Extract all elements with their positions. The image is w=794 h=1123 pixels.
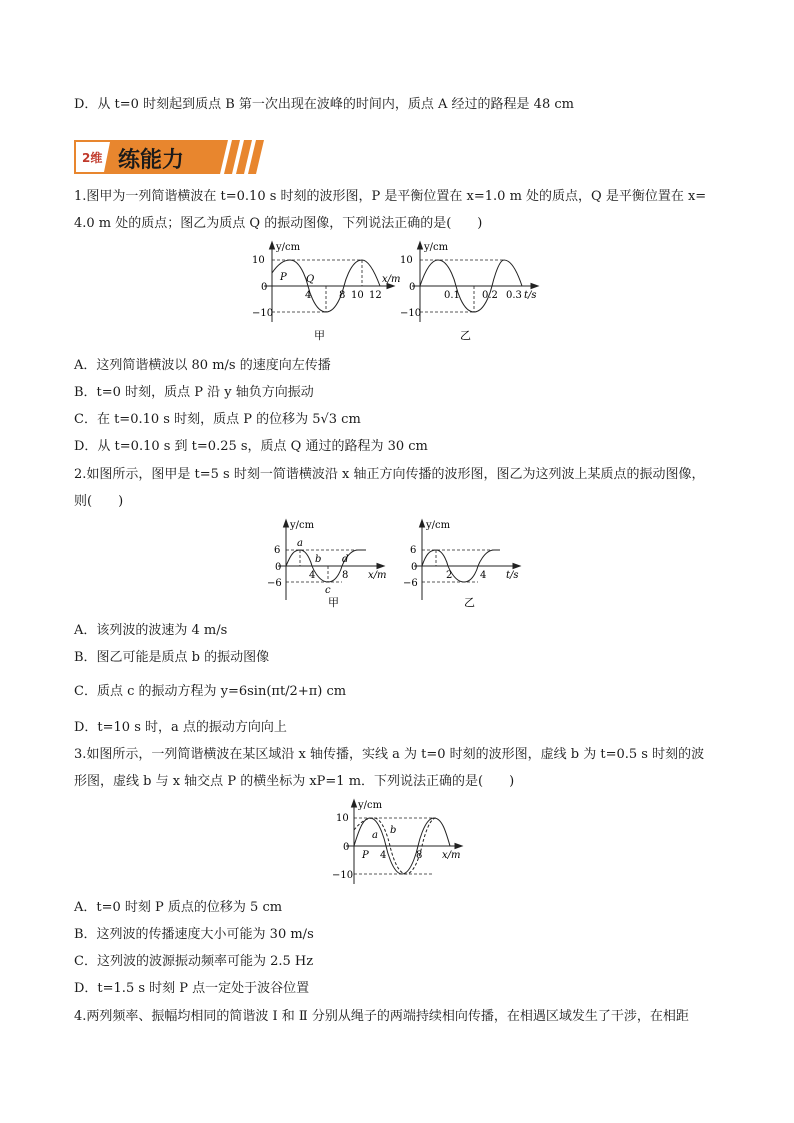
q2a-point-a: a [297,538,303,549]
q1b-tick-03: 0.3 [506,290,522,301]
q2b-caption: 乙 [464,596,475,609]
q1b-tick-01: 0.1 [444,290,460,301]
q1a-point-p: P [280,272,287,283]
q3-option-c: C．这列波的波源振动频率可能为 2.5 Hz [74,954,314,969]
q3-ylabel: y/cm [358,800,383,811]
q3-stem-line1: 3.如图所示，一列简谐横波在某区域沿 x 轴传播，实线 a 为 t=0 时刻的波形图，虚线 b 为 t=0.5 s 时刻的波 [74,747,705,762]
q3-tick-4: 4 [380,850,387,861]
q1b-tick-0: 0 [409,282,416,293]
q1a-caption: 甲 [314,329,325,342]
q1b-tick-02: 0.2 [482,290,498,301]
q1b-tick-10: 10 [400,255,413,266]
q2-option-b: B．图乙可能是质点 b 的振动图像 [74,650,270,665]
q2a-ylabel: y/cm [290,520,315,531]
q1a-xlabel: x/m [382,274,400,285]
q3-tick-10: 10 [336,813,349,824]
q2b-tick-m6: −6 [403,578,418,589]
q2b-tick-6: 6 [410,545,417,556]
q2a-tick-6: 6 [274,545,281,556]
q1b-caption: 乙 [460,329,471,342]
q1-option-a: A．这列简谐横波以 80 m/s 的速度向左传播 [74,358,331,373]
q2a-tick-8: 8 [342,570,349,581]
q1b-xlabel: t/s [524,290,537,301]
prev-option-d: D．从 t=0 时刻起到质点 B 第一次出现在波峰的时间内，质点 A 经过的路程是 48 cm [74,97,574,112]
q3-point-p: P [362,850,369,861]
q1a-tick-10: 10 [252,255,265,266]
q3-xlabel: x/m [442,850,461,861]
q2b-xlabel: t/s [506,570,519,581]
q2a-point-c: c [325,585,331,596]
q1-option-d: D．从 t=0.10 s 到 t=0.25 s，质点 Q 通过的路程为 30 cm [74,439,428,454]
q1a-tick-12: 12 [369,290,382,301]
banner-title: 练能力 [118,148,185,173]
q4-stem-line1: 4.两列频率、振幅均相同的简谐波 Ⅰ 和 Ⅱ 分别从绳子的两端持续相向传播，在相遇区域发生了干涉，在相距 [74,1009,689,1024]
q2a-tick-0: 0 [275,562,282,573]
q3-option-d: D．t=1.5 s 时刻 P 点一定处于波谷位置 [74,981,310,996]
q3-tick-8: 8 [416,850,423,861]
q1-option-c: C．在 t=0.10 s 时刻，质点 P 的位移为 5√3 cm [74,412,361,427]
q1-figure-yi [398,238,548,344]
q2-stem-line1: 2.如图所示，图甲是 t=5 s 时刻一简谐横波沿 x 轴正方向传播的波形图，图乙为这列波上某质点的振动图像， [74,467,705,482]
q2-figure-yi [398,516,528,610]
banner-badge: 2维 [82,151,103,165]
q3-curve-a: a [372,830,378,841]
q3-tick-m10: −10 [332,870,354,881]
q1-option-b: B．t=0 时刻，质点 P 沿 y 轴负方向振动 [74,385,314,400]
q2-figure-jia [262,516,392,610]
q1b-ylabel: y/cm [424,242,449,253]
q1-stem-line2: 4.0 m 处的质点；图乙为质点 Q 的振动图像，下列说法正确的是( ) [74,216,483,231]
q2a-tick-4: 4 [309,570,316,581]
q1a-tick-4: 4 [305,290,312,301]
section-banner [74,140,264,174]
q3-option-a: A．t=0 时刻 P 质点的位移为 5 cm [74,900,283,915]
q2a-point-d: d [342,554,349,565]
q2b-tick-4: 4 [480,570,487,581]
q2-option-d: D．t=10 s 时，a 点的振动方向向上 [74,720,287,735]
q1a-tick-8: 8 [339,290,346,301]
q1-stem-line1: 1.图甲为一列简谐横波在 t=0.10 s 时刻的波形图，P 是平衡位置在 x=1.0 m 处的质点，Q 是平衡位置在 x= [74,189,707,204]
q2b-tick-2: 2 [446,570,453,581]
q1a-tick-m10: −10 [252,308,274,319]
q1a-point-q: Q [306,274,315,285]
q1b-tick-m10: −10 [400,308,422,319]
q3-curve-b: b [390,825,397,836]
q3-tick-0: 0 [343,842,350,853]
q1a-ylabel: y/cm [276,242,301,253]
q2-stem-line2: 则( ) [74,494,124,509]
q1-figure-jia [250,238,400,344]
q2b-tick-0: 0 [411,562,418,573]
q1a-tick-0: 0 [261,282,268,293]
q2a-point-b: b [315,554,322,565]
q3-figure [318,796,468,888]
q3-stem-line2: 形图，虚线 b 与 x 轴交点 P 的横坐标为 xP=1 m．下列说法正确的是( ) [74,774,515,789]
q2b-ylabel: y/cm [426,520,451,531]
q2a-caption: 甲 [328,596,339,609]
q2a-tick-m6: −6 [267,578,282,589]
q3-option-b: B．这列波的传播速度大小可能为 30 m/s [74,927,314,942]
q2-option-a: A．该列波的波速为 4 m/s [74,623,228,638]
q2-option-c: C．质点 c 的振动方程为 y=6sin(πt/2+π) cm [74,684,347,699]
q1a-tick-10x: 10 [351,290,364,301]
q2a-xlabel: x/m [368,570,387,581]
